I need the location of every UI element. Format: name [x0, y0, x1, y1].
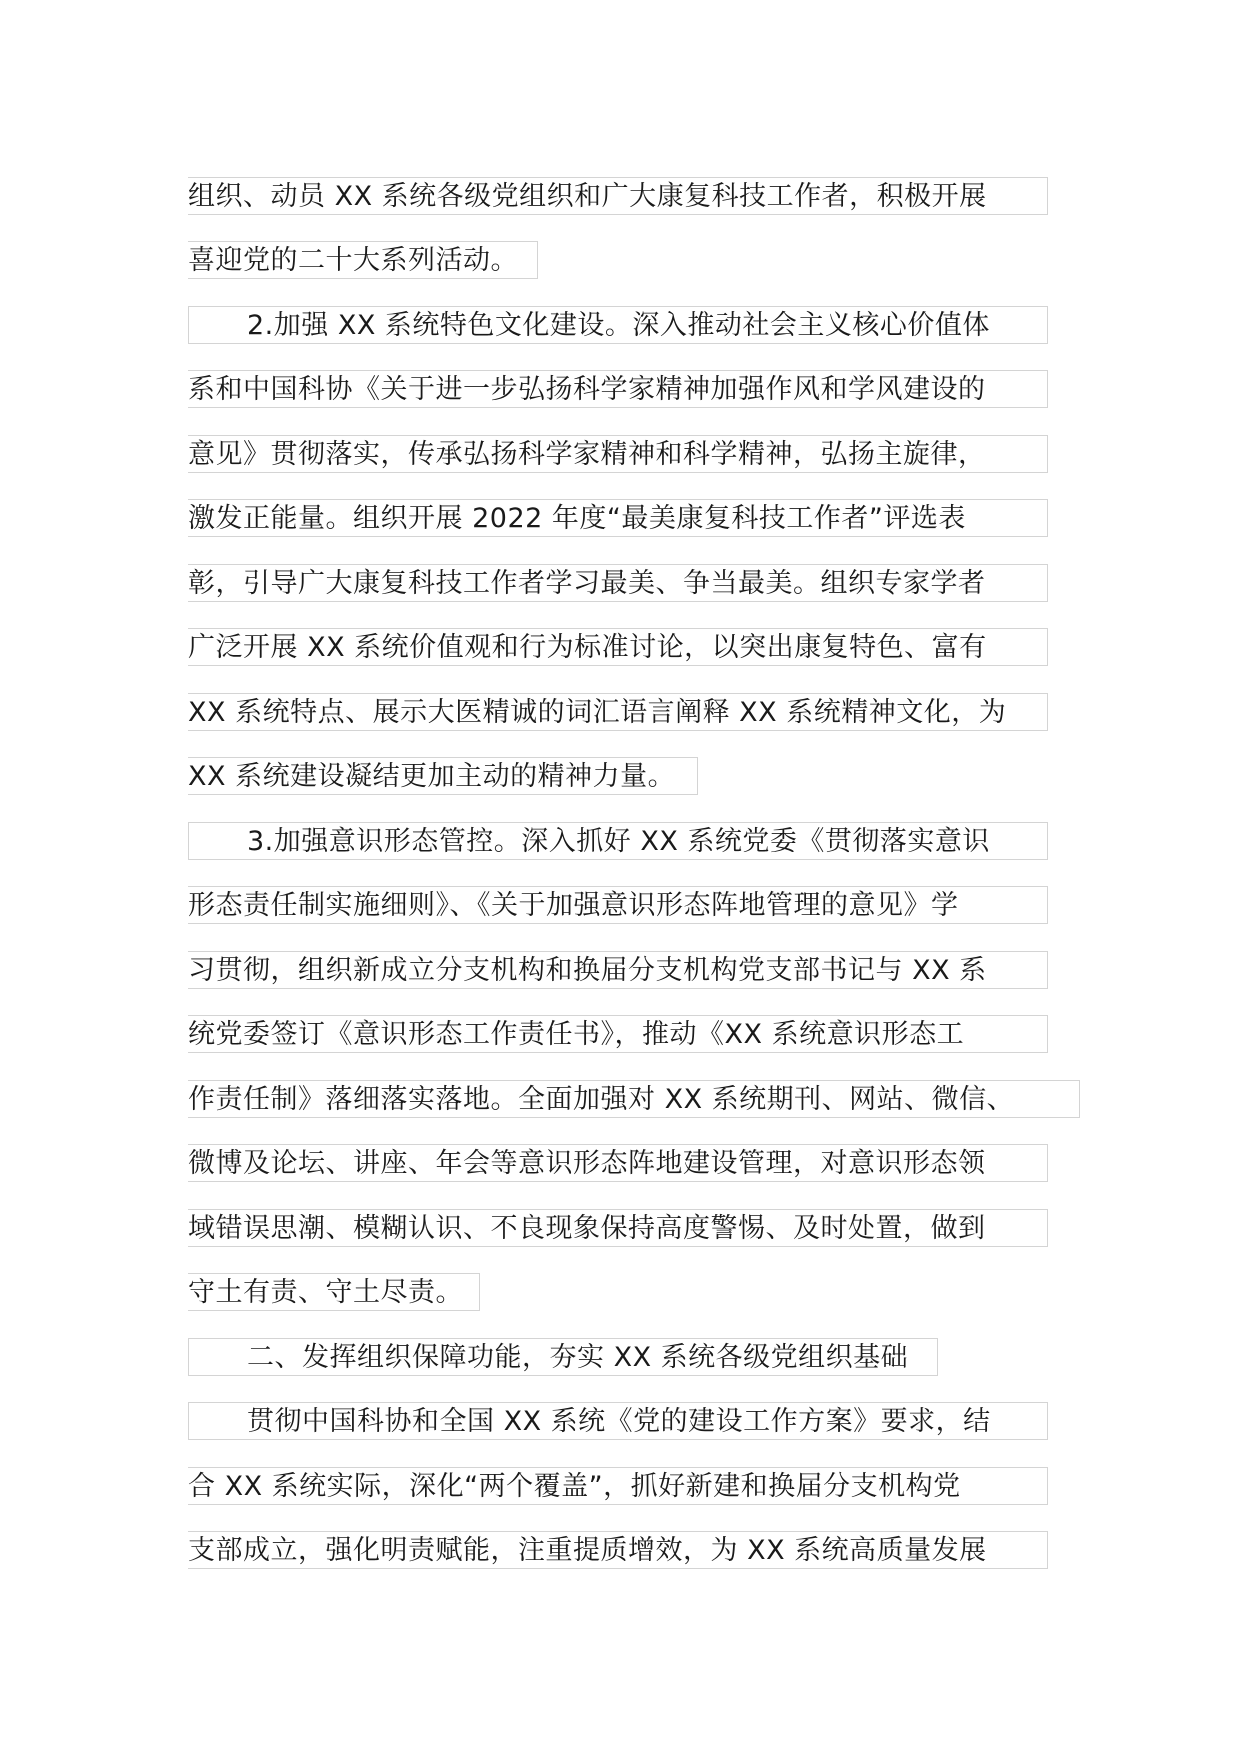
line-text: XX 系统建设凝结更加主动的精神力量。: [188, 761, 676, 792]
text-line: [188, 693, 1048, 731]
line-text: 合 XX 系统实际，深化“两个覆盖”，抓好新建和换届分支机构党: [188, 1471, 961, 1502]
text-line: [188, 1209, 1048, 1247]
text-line: [188, 370, 1048, 408]
line-text: 习贯彻，组织新成立分支机构和换届分支机构党支部书记与 XX 系: [188, 955, 987, 986]
text-line: [188, 499, 1048, 537]
line-text: 支部成立，强化明责赋能，注重提质增效，为 XX 系统高质量发展: [188, 1535, 987, 1566]
text-line: [188, 951, 1048, 989]
paragraph-first-line: [188, 822, 1048, 860]
text-line: [188, 241, 538, 279]
paragraph-first-line: [188, 306, 1048, 344]
text-line: [188, 1080, 1080, 1118]
line-text: 守土有责、守土尽责。: [188, 1277, 463, 1308]
text-line: [188, 757, 698, 795]
line-text: 贯彻中国科协和全国 XX 系统《党的建设工作方案》要求，结: [247, 1406, 991, 1437]
line-text: 2.加强 XX 系统特色文化建设。深入推动社会主义核心价值体: [247, 310, 990, 341]
line-text: 域错误思潮、模糊认识、不良现象保持高度警惕、及时处置，做到: [188, 1213, 986, 1244]
line-text: 彰，引导广大康复科技工作者学习最美、争当最美。组织专家学者: [188, 568, 986, 599]
text-line: [188, 1273, 480, 1311]
line-text: 喜迎党的二十大系列活动。: [188, 245, 518, 276]
text-line: [188, 1015, 1048, 1053]
text-line: [188, 1531, 1048, 1569]
text-line: [188, 564, 1048, 602]
text-line: [188, 435, 1048, 473]
line-text: 统党委签订《意识形态工作责任书》，推动《XX 系统意识形态工: [188, 1019, 965, 1050]
text-line: [188, 1467, 1048, 1505]
line-text: 形态责任制实施细则》、《关于加强意识形态阵地管理的意见》学: [188, 890, 959, 921]
line-text: 3.加强意识形态管控。深入抓好 XX 系统党委《贯彻落实意识: [247, 826, 990, 857]
line-text: 激发正能量。组织开展 2022 年度“最美康复科技工作者”评选表: [188, 503, 966, 534]
line-text: 系和中国科协《关于进一步弘扬科学家精神加强作风和学风建设的: [188, 374, 986, 405]
line-text: 广泛开展 XX 系统价值观和行为标准讨论，以突出康复特色、富有: [188, 632, 987, 663]
line-text: XX 系统特点、展示大医精诚的词汇语言阐释 XX 系统精神文化，为: [188, 697, 1007, 728]
section-heading: [188, 1338, 938, 1376]
text-line: [188, 628, 1048, 666]
line-text: 意见》贯彻落实，传承弘扬科学家精神和科学精神，弘扬主旋律，: [188, 439, 986, 470]
heading-text: 二、发挥组织保障功能，夯实 XX 系统各级党组织基础: [247, 1342, 909, 1373]
line-text: 微博及论坛、讲座、年会等意识形态阵地建设管理，对意识形态领: [188, 1148, 986, 1179]
line-text: 组织、动员 XX 系统各级党组织和广大康复科技工作者，积极开展: [188, 181, 987, 212]
text-line: [188, 886, 1048, 924]
text-line: [188, 1144, 1048, 1182]
paragraph-first-line: [188, 1402, 1048, 1440]
line-text: 作责任制》落细落实落地。全面加强对 XX 系统期刊、网站、微信、: [188, 1084, 1015, 1115]
text-line: [188, 177, 1048, 215]
